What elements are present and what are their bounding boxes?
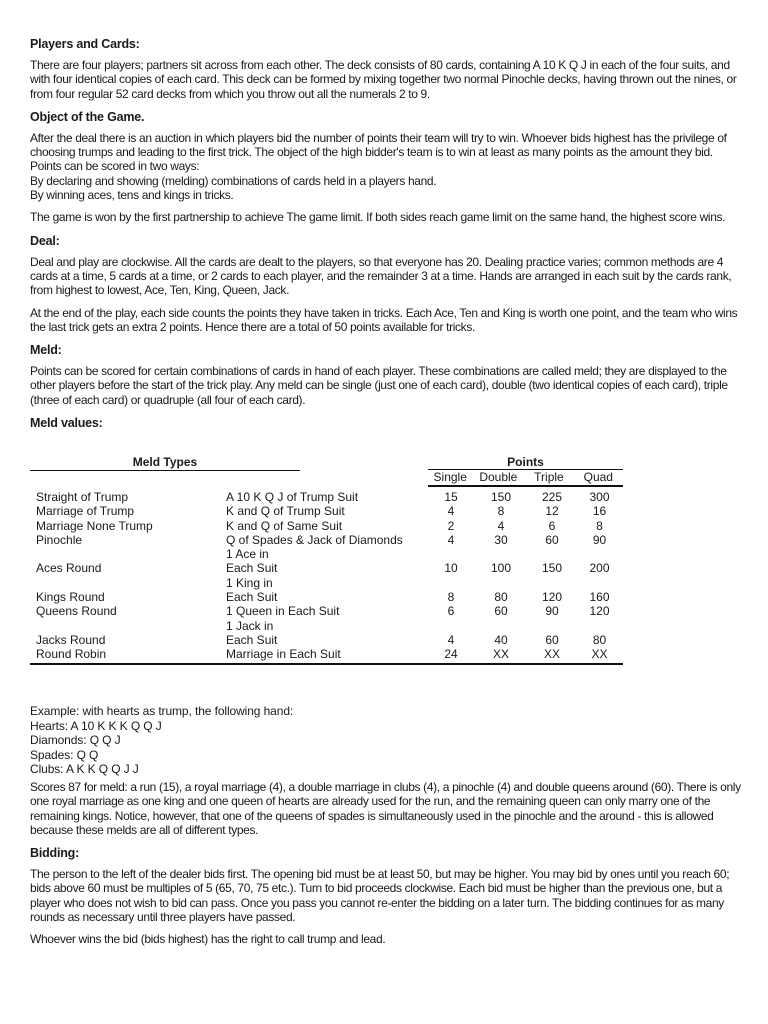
table-row bbox=[30, 633, 623, 647]
points-quad: 8 bbox=[596, 518, 603, 533]
meld-desc-prefix: 1 King in bbox=[226, 575, 273, 590]
table-row bbox=[30, 604, 623, 618]
points-single: 10 bbox=[444, 561, 458, 576]
meld-desc: Each Suit bbox=[226, 590, 278, 605]
points-quad: 120 bbox=[589, 604, 610, 619]
points-triple: 120 bbox=[541, 590, 563, 605]
example-block bbox=[30, 704, 745, 777]
example-hand-diamonds: Diamonds: Q Q J bbox=[30, 733, 121, 747]
meld-desc: K and Q of Trump Suit bbox=[226, 504, 345, 519]
scoring-way-1: By declaring and showing (melding) combinations of cards held in a players hand. bbox=[30, 173, 437, 188]
header-triple: Triple bbox=[534, 470, 564, 484]
meld-desc: Each Suit bbox=[226, 561, 278, 576]
meld-desc: A 10 K Q J of Trump Suit bbox=[226, 490, 359, 504]
table-row bbox=[30, 490, 623, 504]
object-paragraph: After the deal there is an auction in which players bid the number of points their team will try to win. Whoever bids highest has the privilege of choosing trumps and leading to the first trick. The object of the high bidder's team is to win at least as many points as the amount they bid. Points can be scored in two ways: bbox=[30, 130, 727, 174]
table-row-desc-prefix bbox=[30, 547, 623, 561]
points-double: 40 bbox=[494, 632, 508, 647]
points-triple: 12 bbox=[545, 504, 559, 519]
meld-desc: Q of Spades & Jack of Diamonds bbox=[226, 532, 403, 547]
bidding-paragraph: The person to the left of the dealer bids first. The opening bid must be at least 50, but may be higher. You may bid by ones until you reach 60; bids above 60 must be multiples of 5 (65, 70, 75 etc.). Turn to bid proceeds clockwise. Each bid must be higher than the previous one, but a player who does not wish to bid can pass. Once you pass you cannot re-enter the bidding on a later turn. The bidding continues for as many rounds as necessary until three players have passed. bbox=[30, 867, 730, 925]
table-row-desc-prefix bbox=[30, 619, 623, 633]
heading-deal: Deal: bbox=[30, 233, 60, 248]
points-triple: 150 bbox=[541, 561, 563, 576]
meld-values-table bbox=[30, 455, 623, 665]
meld-name: Kings Round bbox=[36, 590, 105, 605]
heading-meld: Meld: bbox=[30, 343, 62, 358]
points-triple: 225 bbox=[541, 490, 563, 504]
example-intro: Example: with hearts as trump, the following hand: bbox=[30, 704, 294, 718]
header-single: Single bbox=[433, 470, 467, 484]
points-double: 8 bbox=[497, 504, 505, 519]
table-row bbox=[30, 533, 623, 547]
table-row bbox=[30, 590, 623, 604]
meld-desc-prefix: 1 Ace in bbox=[226, 547, 269, 562]
table-row bbox=[30, 561, 623, 575]
points-quad: 160 bbox=[589, 590, 610, 605]
points-double: XX bbox=[492, 647, 509, 662]
meld-name: Queens Round bbox=[36, 604, 117, 619]
points-single: 4 bbox=[447, 504, 455, 519]
trick-points-paragraph: At the end of the play, each side counts the points they have taken in tricks. Each Ace, Ten and King is worth one point, and the team who wins the last trick gets an extra 2 points. Hence there are a total of 50 points available for tricks. bbox=[30, 305, 738, 334]
table-row-desc-prefix bbox=[30, 576, 623, 590]
points-quad: 200 bbox=[589, 561, 610, 576]
points-double: 80 bbox=[494, 590, 508, 605]
example-hand-hearts: Hearts: A 10 K K K Q Q J bbox=[30, 718, 162, 733]
heading-bidding: Bidding: bbox=[30, 846, 80, 861]
points-triple: XX bbox=[543, 647, 560, 662]
points-triple: 60 bbox=[545, 632, 559, 647]
meld-name: Straight of Trump bbox=[36, 490, 129, 504]
rules-continued bbox=[30, 780, 745, 947]
table-row bbox=[30, 504, 623, 518]
points-quad: 300 bbox=[589, 490, 610, 504]
bid-winner-paragraph: Whoever wins the bid (bids highest) has the right to call trump and lead. bbox=[30, 932, 386, 947]
table-row bbox=[30, 647, 623, 661]
heading-object-of-game: Object of the Game. bbox=[30, 109, 145, 124]
points-triple: 90 bbox=[545, 604, 559, 619]
meld-desc: K and Q of Same Suit bbox=[226, 518, 343, 533]
meld-name: Round Robin bbox=[36, 647, 107, 662]
points-single: 6 bbox=[447, 604, 455, 619]
meld-desc: Each Suit bbox=[226, 632, 278, 647]
points-single: 8 bbox=[447, 590, 455, 605]
points-single: 4 bbox=[447, 532, 455, 547]
example-hand-clubs: Clubs: A K K Q Q J J bbox=[30, 762, 139, 776]
header-points-group bbox=[428, 455, 623, 487]
points-single: 24 bbox=[444, 647, 458, 662]
table-body bbox=[30, 489, 623, 665]
header-points: Points bbox=[428, 455, 623, 470]
header-meld-types: Meld Types bbox=[30, 455, 300, 471]
example-hand-spades: Spades: Q Q bbox=[30, 747, 99, 762]
heading-meld-values: Meld values: bbox=[30, 416, 103, 431]
example-explanation: Scores 87 for meld: a run (15), a royal marriage (4), a double marriage in clubs (4), a pinochle (4) and double queens around (60). There is only one royal marriage as one king and one queen of hearts are already used for the run, and the remaining queen can only marry one of the remaining kings. Notice, however, that one of the queens of spades is simultaneously used in the pinochle and the around - this is allowed because these melds are all of different types. bbox=[30, 780, 741, 837]
deal-paragraph: Deal and play are clockwise. All the cards are dealt to the players, so that everyone has 20. Dealing practice varies; common methods are 4 cards at a time, 5 cards at a time, or 2 cards to each player, and the remainder 3 at a time. Hands are arranged in each suit by the cards rank, from highest to lowest, Ace, Ten, King, Queen, Jack. bbox=[30, 254, 732, 298]
points-double: 4 bbox=[497, 518, 505, 533]
points-double: 60 bbox=[494, 604, 508, 619]
game-limit-paragraph: The game is won by the first partnership to achieve The game limit. If both sides reach game limit on the same hand, the highest score wins. bbox=[30, 210, 726, 225]
meld-name: Aces Round bbox=[36, 561, 102, 576]
points-quad: XX bbox=[591, 647, 608, 662]
points-quad: 16 bbox=[592, 504, 607, 519]
meld-name: Pinochle bbox=[36, 532, 83, 547]
scoring-way-2: By winning aces, tens and kings in tricks. bbox=[30, 188, 234, 203]
meld-desc-prefix: 1 Jack in bbox=[226, 618, 274, 633]
points-quad: 80 bbox=[592, 632, 607, 647]
points-quad: 90 bbox=[592, 532, 607, 547]
points-single: 15 bbox=[444, 490, 458, 504]
points-double: 100 bbox=[490, 561, 512, 576]
meld-name: Marriage of Trump bbox=[36, 504, 135, 519]
players-paragraph: There are four players; partners sit across from each other. The deck consists of 80 cards, containing A 10 K Q J in each of the four suits, and with four identical copies of each card. This deck can be formed by mixing together two normal Pinochle decks, having thrown out the nines, or from four regular 52 card decks from which you throw out all the numerals 2 to 9. bbox=[30, 58, 737, 101]
meld-paragraph: Points can be scored for certain combinations of cards in hand of each player. These combinations are called meld; they are displayed to the other players before the start of the trick play. Any meld can be single (just one of each card), double (two identical copies of each card), triple (three of each card) or quadruple (all four of each card). bbox=[30, 364, 728, 407]
points-double: 150 bbox=[490, 490, 512, 504]
points-triple: 6 bbox=[548, 518, 556, 533]
points-double: 30 bbox=[494, 532, 508, 547]
header-quad: Quad bbox=[583, 470, 613, 484]
points-single: 4 bbox=[447, 632, 455, 647]
table-row bbox=[30, 519, 623, 533]
rules-document bbox=[30, 36, 745, 431]
meld-name: Marriage None Trump bbox=[36, 518, 153, 533]
meld-desc: Marriage in Each Suit bbox=[226, 647, 341, 662]
heading-players-and-cards: Players and Cards: bbox=[30, 37, 140, 51]
table-header bbox=[30, 455, 623, 489]
meld-desc: 1 Queen in Each Suit bbox=[226, 604, 340, 619]
header-double: Double bbox=[479, 470, 518, 484]
points-triple: 60 bbox=[545, 532, 559, 547]
points-single: 2 bbox=[447, 518, 455, 533]
meld-name: Jacks Round bbox=[36, 632, 106, 647]
